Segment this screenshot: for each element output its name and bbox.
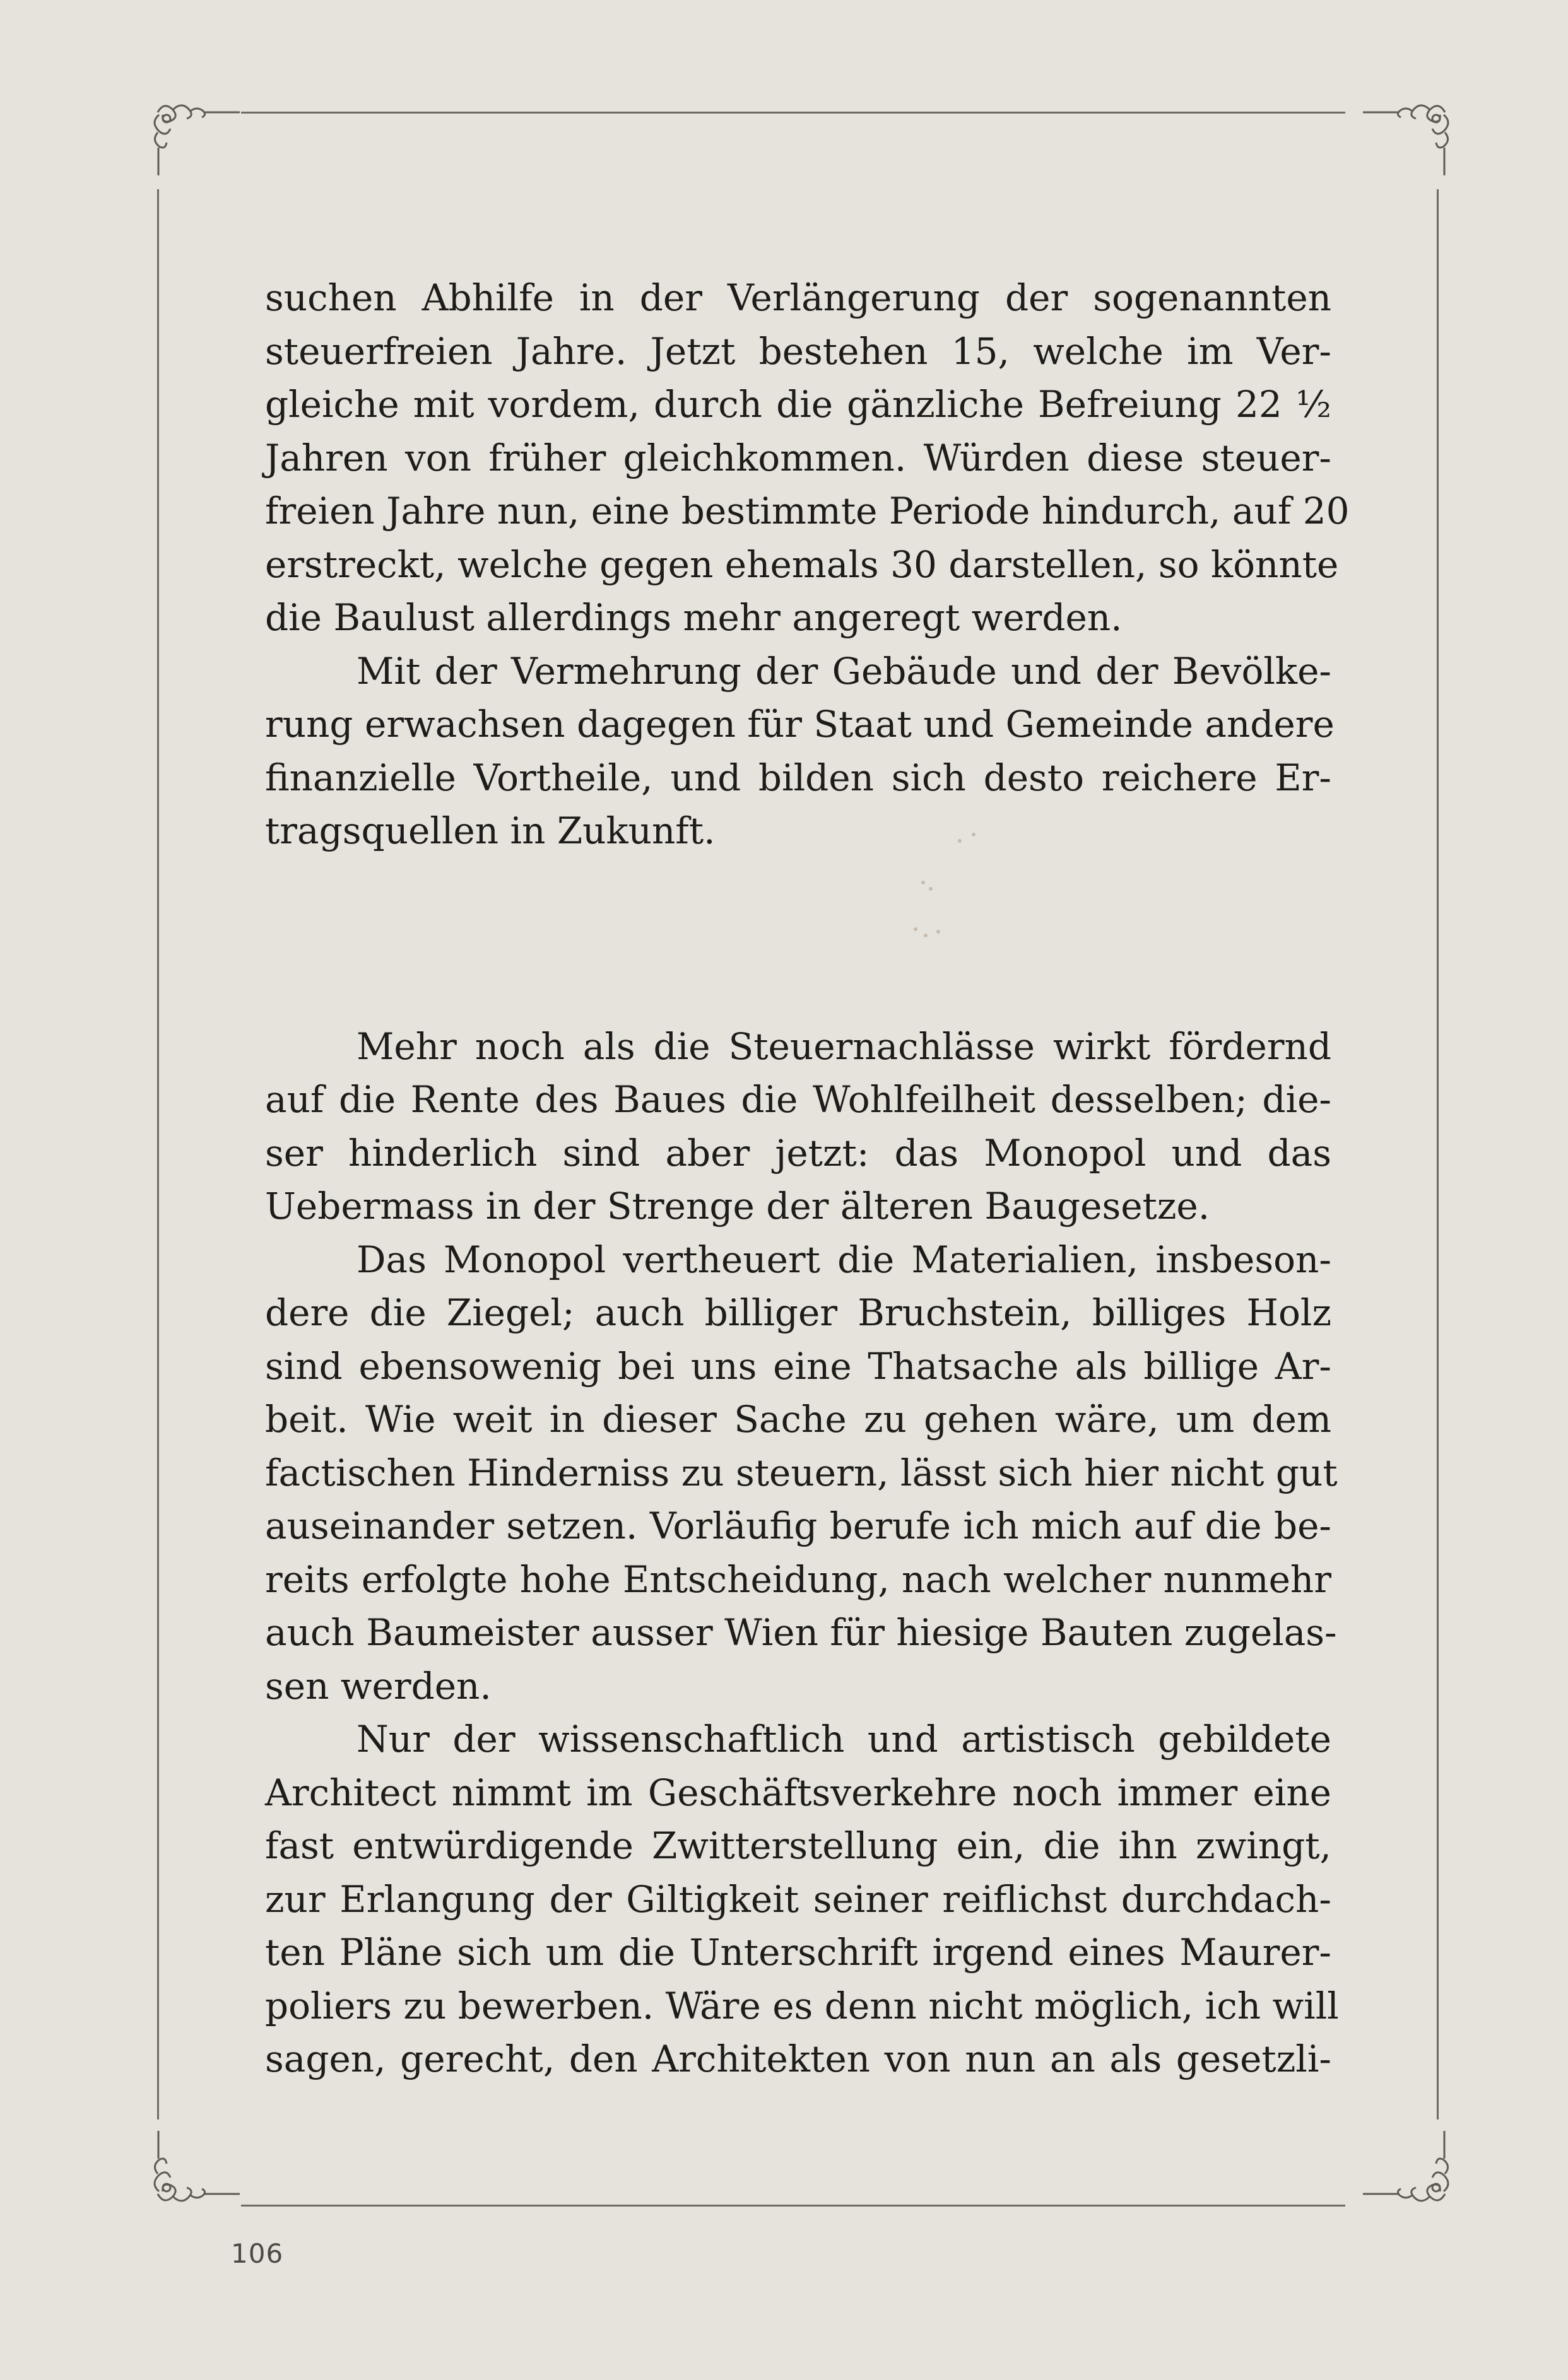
text-line: Architect nimmt im Geschäftsverkehre noch immer eine: [265, 1771, 1331, 1814]
text-line: erstreckt, welche gegen ehemals 30 darstellen, so könnte: [265, 542, 1339, 586]
text-line: Jahren von früher gleichkommen. Würden diese steuer-: [265, 436, 1331, 479]
text-line: fast entwürdigende Zwitterstellung ein, die ihn zwingt,: [265, 1824, 1331, 1867]
text-line: die Baulust allerdings mehr angeregt werden.: [265, 596, 1123, 639]
text-line: Das Monopol vertheuert die Materialien, insbeson-: [357, 1238, 1331, 1281]
text-line: Mit der Vermehrung der Gebäude und der Bevölke-: [357, 649, 1331, 693]
text-line: poliers zu bewerben. Wäre es denn nicht möglich, ich will: [265, 1984, 1339, 2027]
paragraph: [265, 645, 1335, 858]
text-line: tragsquellen in Zukunft.: [265, 809, 716, 852]
corner-ornament-top-right: [1363, 93, 1458, 175]
text-line: rung erwachsen dagegen für Staat und Gemeinde andere: [265, 703, 1335, 746]
paragraph: [265, 1233, 1338, 1713]
text-line: reits erfolgte hohe Entscheidung, nach welcher nunmehr: [265, 1557, 1331, 1601]
text-line: Mehr noch als die Steuernachlässe wirkt fördernd: [357, 1024, 1331, 1068]
paragraph: [265, 271, 1350, 645]
text-line: zur Erlangung der Giltigkeit seiner reiflichst durchdach-: [265, 1877, 1331, 1921]
paragraph: [265, 1713, 1339, 2086]
text-line: finanzielle Vortheile, und bilden sich desto reichere Er-: [265, 756, 1331, 799]
text-line: gleiche mit vordem, durch die gänzliche Befreiung 22 ½: [265, 383, 1331, 426]
text-line: auf die Rente des Baues die Wohlfeilheit desselben; die-: [265, 1078, 1331, 1121]
corner-ornament-bottom-right: [1363, 2131, 1458, 2213]
corner-ornament-bottom-left: [145, 2131, 240, 2213]
text-line: suchen Abhilfe in der Verlängerung der sogenannten: [265, 276, 1331, 319]
left-border-rule: [157, 189, 159, 2119]
text-line: auseinander setzen. Vorläufig berufe ich mich auf die be-: [265, 1504, 1331, 1547]
text-line: auch Baumeister ausser Wien für hiesige Bauten zugelas-: [265, 1611, 1337, 1654]
text-line: dere die Ziegel; auch billiger Bruchstein, billiges Holz: [265, 1291, 1331, 1334]
top-border-rule: [241, 112, 1345, 114]
page-number: 106: [231, 2238, 284, 2269]
text-line: Nur der wissenschaftlich und artistisch gebildete: [357, 1718, 1331, 1761]
right-border-rule: [1437, 189, 1439, 2119]
text-line: freien Jahre nun, eine bestimmte Periode hindurch, auf 20: [265, 489, 1350, 532]
paragraph: [265, 1020, 1331, 1233]
bottom-border-rule: [241, 2205, 1345, 2207]
text-line: factischen Hinderniss zu steuern, lässt sich hier nicht gut: [265, 1451, 1338, 1494]
section-gap: [265, 858, 1331, 1020]
corner-ornament-top-left: [145, 93, 240, 175]
text-line: sagen, gerecht, den Architekten von nun an als gesetzli-: [265, 2037, 1331, 2080]
body-text: [265, 271, 1350, 2086]
text-line: sen werden.: [265, 1664, 492, 1708]
text-line: steuerfreien Jahre. Jetzt bestehen 15, welche im Ver-: [265, 329, 1331, 373]
text-line: sind ebensowenig bei uns eine Thatsache als billige Ar-: [265, 1344, 1331, 1388]
text-line: ser hinderlich sind aber jetzt: das Monopol und das: [265, 1131, 1331, 1175]
text-line: ten Pläne sich um die Unterschrift irgend eines Maurer-: [265, 1931, 1331, 1974]
text-line: beit. Wie weit in dieser Sache zu gehen wäre, um dem: [265, 1398, 1331, 1441]
text-line: Uebermass in der Strenge der älteren Baugesetze.: [265, 1185, 1210, 1228]
